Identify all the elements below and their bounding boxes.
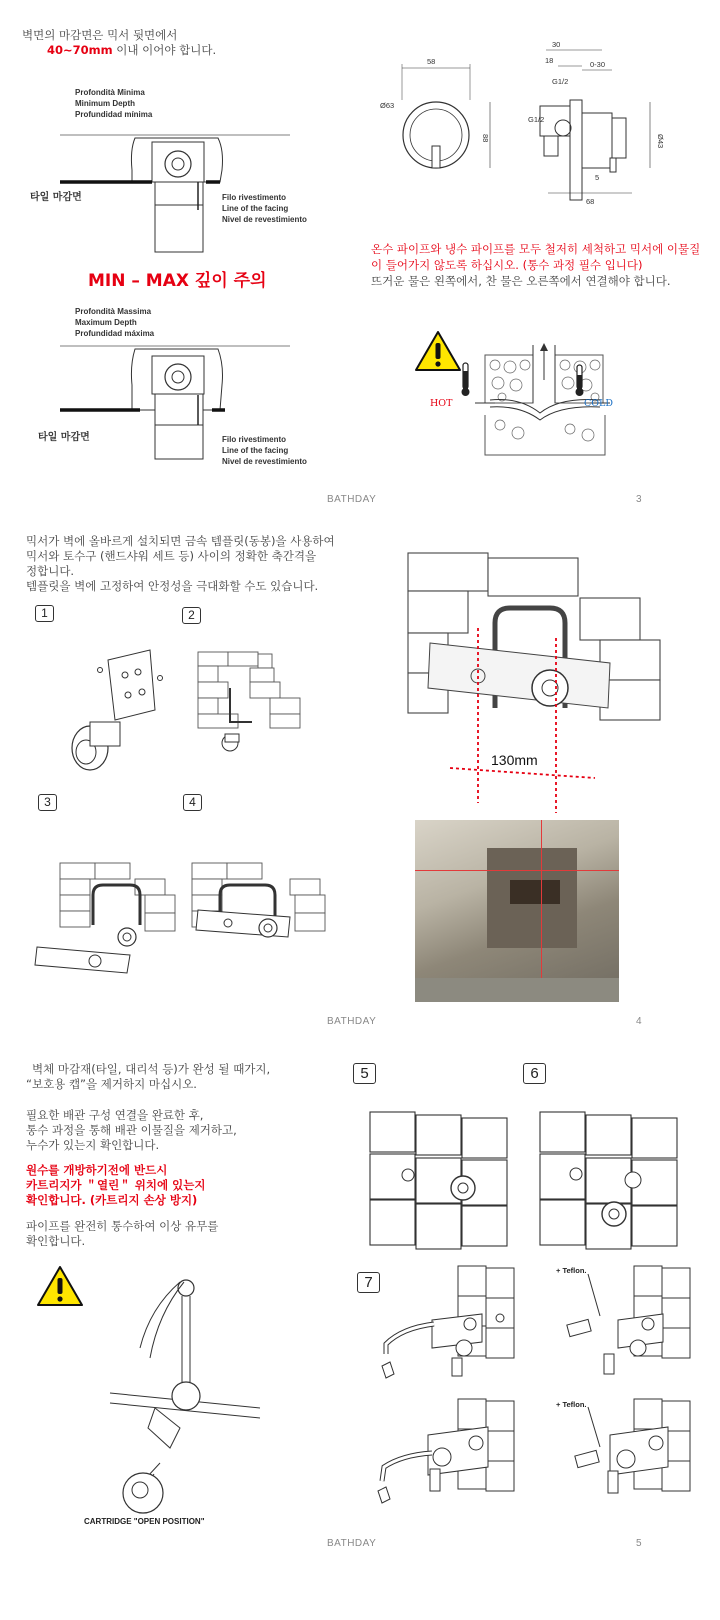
step-4-drawing xyxy=(190,855,340,975)
cold-label: COLD xyxy=(584,398,613,409)
min-depth-diagram xyxy=(60,120,310,260)
step-7b-drawing xyxy=(548,1262,698,1392)
depth-range: 40~70mm xyxy=(47,43,113,57)
dim-88: 88 xyxy=(481,134,490,143)
axis-distance-label: 130mm xyxy=(491,752,538,768)
dim-30: 30 xyxy=(552,40,561,49)
step-1-badge: 1 xyxy=(35,605,54,622)
cartridge-caption: CARTRIDGE "OPEN POSITION" xyxy=(84,1517,205,1526)
template-paragraph: 믹서가 벽에 올바르게 설치되면 금속 템플릿(동봉)을 사용하여 믹서와 토수구 (핸드샤워 세트 등) 사이의 정확한 축간격을 정합니다. 템플릿을 벽에 고정하여 안정성을 극대화할 수도 있습니다. xyxy=(26,534,335,593)
hot-cold-note: 뜨거운 물은 왼쪽에서, 찬 물은 오른쪽에서 연결해야 합니다. xyxy=(371,274,671,288)
step-5-drawing xyxy=(368,1110,518,1255)
step-2-badge: 2 xyxy=(182,607,201,624)
cleaning-note: 온수 파이프와 냉수 파이프를 모두 철저히 세척하고 믹서에 이물질이 들어가지 않도록 하십시오. (통수 과정 필수 입니다) xyxy=(371,242,701,272)
teflon-label-1: + Teflon. xyxy=(556,1266,587,1275)
teflon-label-2: + Teflon. xyxy=(556,1400,587,1409)
dim-g12-top: G1/2 xyxy=(552,77,569,86)
step-7c-drawing xyxy=(372,1395,522,1525)
step-7d-drawing xyxy=(548,1395,698,1525)
warning-icon-2 xyxy=(36,1265,84,1307)
step-3-badge: 3 xyxy=(38,794,57,811)
step-7-badge: 7 xyxy=(357,1272,380,1293)
step-5-badge: 5 xyxy=(353,1063,376,1084)
step-6-drawing xyxy=(538,1110,688,1255)
dim-58: 58 xyxy=(427,57,436,66)
hot-cold-diagram xyxy=(440,325,660,465)
depth-warning-title: MIN – MAX 깊이 주의 xyxy=(88,271,267,291)
step-2-drawing xyxy=(190,640,310,760)
step-4-badge: 4 xyxy=(183,794,202,811)
facing-labels-2: Filo rivestimento Line of the facing Nivel de revestimiento xyxy=(222,435,307,466)
dimension-drawing xyxy=(380,38,680,208)
step-1-drawing xyxy=(60,640,180,780)
dim-g12-side: G1/2 xyxy=(528,115,545,124)
step-6-badge: 6 xyxy=(523,1063,546,1084)
min-depth-labels: Profondità Minima Minimum Depth Profundidad mínima xyxy=(75,88,153,119)
page-number-5: 5 xyxy=(636,1538,642,1549)
protective-cap-note: 벽체 마감재(타일, 대리석 등)가 완성 될 때가지, “보호용 캡”을 제거하지 마십시오. xyxy=(26,1062,271,1091)
intro-tail: 이내 이어야 합니다. xyxy=(112,43,217,57)
intro-line-1: 벽면의 마감면은 믹서 뒷면에서 xyxy=(22,28,178,42)
tile-label-1: 타일 마감면 xyxy=(30,192,82,203)
flushing-note: 필요한 배관 구성 연결을 완료한 후, 통수 과정을 통해 배관 이물질을 제거하고, 누수가 있는지 확인합니다. xyxy=(26,1108,237,1152)
step-3-drawing xyxy=(35,855,195,985)
page-number-4: 4 xyxy=(636,1016,642,1027)
footer-brand-5: BATHDAY xyxy=(327,1538,377,1549)
tile-label-2: 타일 마감면 xyxy=(38,432,90,443)
cartridge-drawing xyxy=(110,1268,260,1518)
footer-brand-4: BATHDAY xyxy=(327,1016,377,1027)
dim-18: 18 xyxy=(545,56,554,65)
footer-brand-3: BATHDAY xyxy=(327,494,377,505)
dim-d43: Ø43 xyxy=(656,134,665,149)
installation-photo xyxy=(415,820,619,1002)
max-depth-labels: Profondità Massima Maximum Depth Profundidad máxima xyxy=(75,307,155,338)
dim-5: 5 xyxy=(595,173,600,182)
facing-labels-1: Filo rivestimento Line of the facing Nivel de revestimiento xyxy=(222,193,307,224)
hot-label: HOT xyxy=(430,398,453,409)
step-7a-drawing xyxy=(372,1262,522,1392)
dim-d63: Ø63 xyxy=(380,101,395,110)
template-diagram xyxy=(400,548,670,808)
intro-line-2 xyxy=(47,43,216,58)
flush-check-note: 파이프를 완전히 통수하여 이상 유무를 확인합니다. xyxy=(26,1219,219,1248)
dim-0-30: 0-30 xyxy=(590,60,606,69)
page-number-3: 3 xyxy=(636,494,642,505)
cartridge-warning: 원수를 개방하기전에 반드시 카트리지가 ＂열린＂ 위치에 있는지 확인합니다. (카트리지 손상 방지) xyxy=(26,1163,206,1207)
dim-68: 68 xyxy=(586,197,595,206)
